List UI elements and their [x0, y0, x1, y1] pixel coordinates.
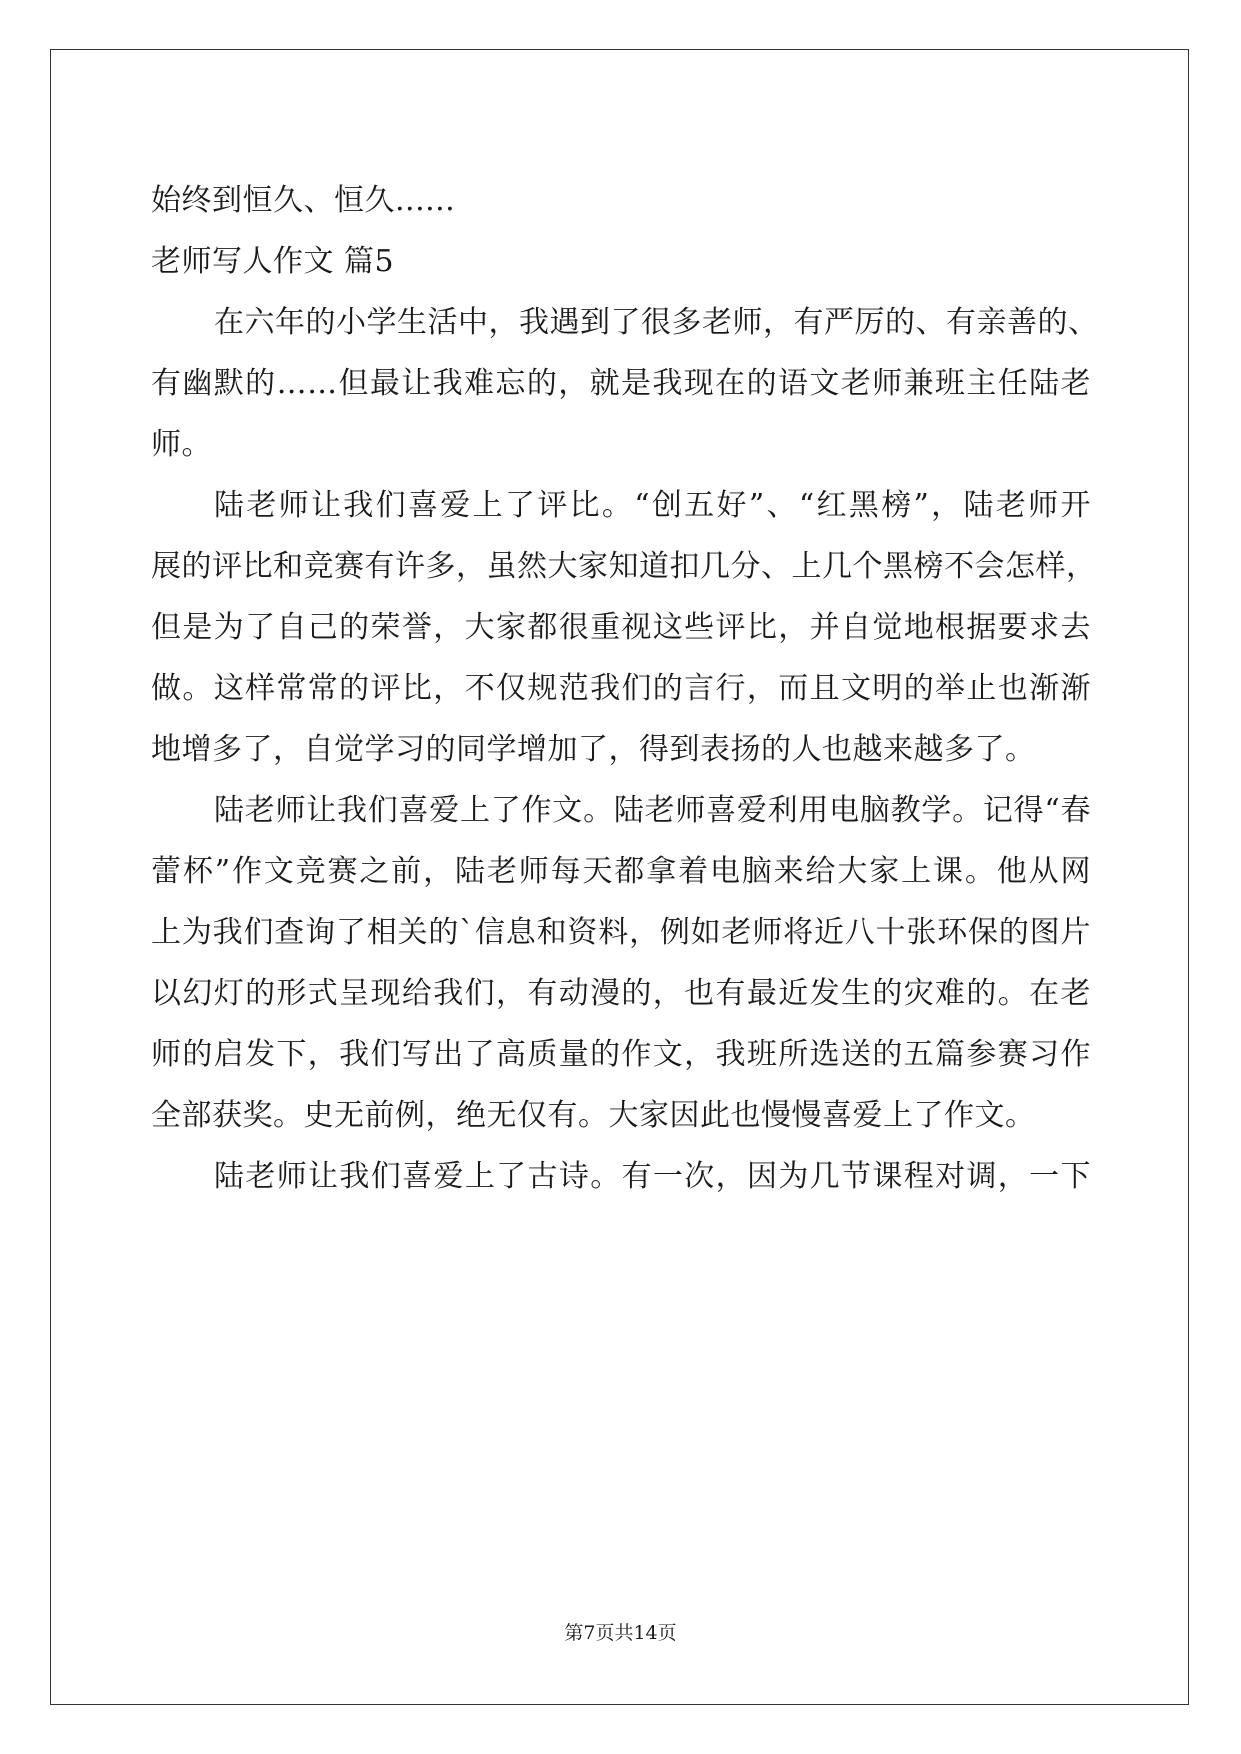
- text-line: 上为我们查询了相关的`信息和资料，例如老师将近八十张环保的图片: [151, 915, 1091, 950]
- text-line: 蕾杯”作文竞赛之前，陆老师每天都拿着电脑来给大家上课。他从网: [151, 854, 1091, 889]
- text-line: 全部获奖。史无前例，绝无仅有。大家因此也慢慢喜爱上了作文。: [151, 1098, 1036, 1133]
- section-heading: 老师写人作文 篇5: [151, 244, 395, 279]
- text-line: 但是为了自己的荣誉，大家都很重视这些评比，并自觉地根据要求去: [151, 610, 1091, 645]
- text-line: 以幻灯的形式呈现给我们，有动漫的，也有最近发生的灾难的。在老: [151, 976, 1091, 1011]
- text-line: 陆老师让我们喜爱上了作文。陆老师喜爱利用电脑教学。记得“春: [214, 793, 1091, 828]
- page-number: 第7页: [564, 1622, 615, 1644]
- text-line: 展的评比和竞赛有许多，虽然大家知道扣几分、上几个黑榜不会怎样，: [151, 549, 1097, 584]
- page-footer: [0, 1618, 1241, 1645]
- text-line: 在六年的小学生活中，我遇到了很多老师，有严厉的、有亲善的、: [214, 305, 1099, 340]
- document-body: [151, 170, 1099, 1207]
- text-line: 地增多了，自觉学习的同学增加了，得到表扬的人也越来越多了。: [151, 732, 1036, 767]
- text-line: 陆老师让我们喜爱上了古诗。有一次，因为几节课程对调，一下: [214, 1159, 1091, 1194]
- text-line: 师的启发下，我们写出了高质量的作文，我班所选送的五篇参赛习作: [151, 1037, 1091, 1072]
- text-line: 有幽默的……但最让我难忘的，就是我现在的语文老师兼班主任陆老: [151, 366, 1091, 401]
- page-total: 共14页: [614, 1622, 677, 1644]
- text-line: 做。这样常常的评比，不仅规范我们的言行，而且文明的举止也渐渐: [151, 671, 1091, 706]
- text-line: 始终到恒久、恒久......: [151, 183, 456, 218]
- text-line: 陆老师让我们喜爱上了评比。“创五好”、“红黑榜”，陆老师开: [214, 488, 1091, 523]
- text-line: 师。: [151, 427, 212, 462]
